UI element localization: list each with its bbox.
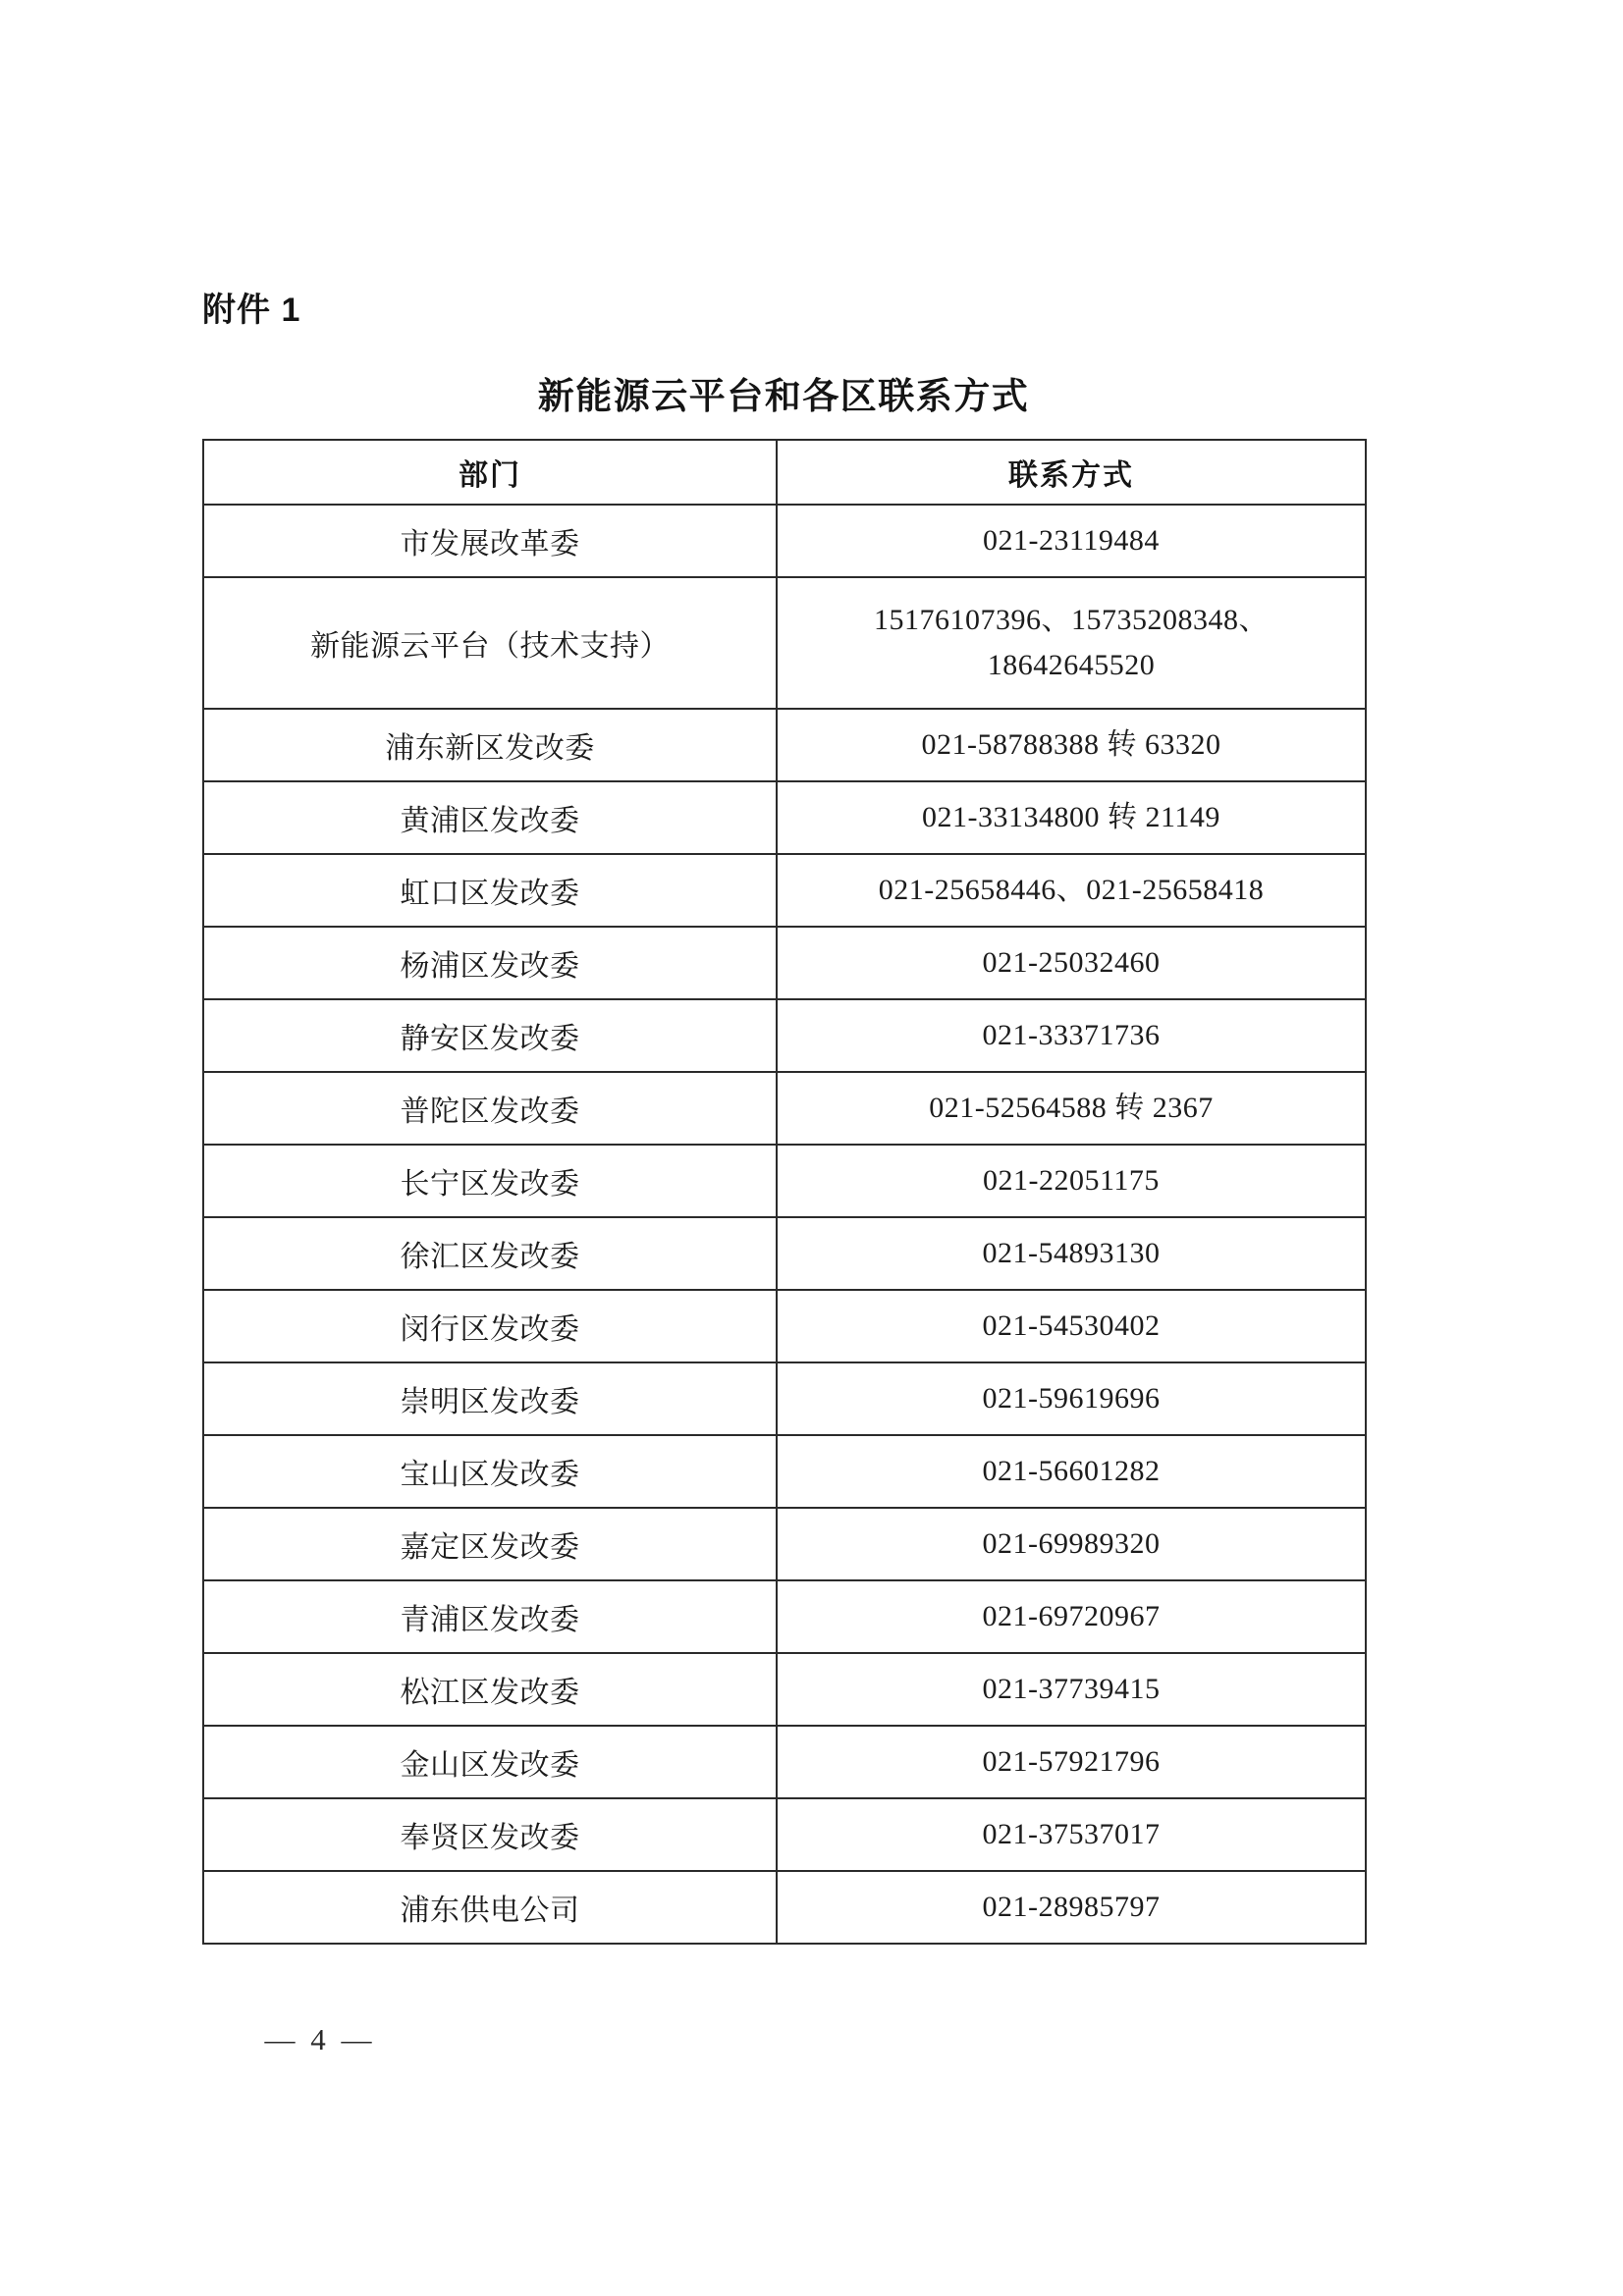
table-row — [203, 1072, 1366, 1145]
contact-line: 021-25032460 — [982, 945, 1161, 979]
table-row — [203, 1435, 1366, 1508]
table-row — [203, 1580, 1366, 1653]
cell-contact — [777, 1145, 1366, 1217]
contact-line: 021-37537017 — [982, 1817, 1161, 1850]
cell-contact — [777, 1508, 1366, 1580]
contact-line: 15176107396、15735208348、 — [874, 603, 1269, 636]
contact-table — [202, 439, 1367, 1945]
cell-contact — [777, 1653, 1366, 1726]
cell-department: 奉贤区发改委 — [203, 1798, 777, 1871]
table-row — [203, 577, 1366, 709]
column-header-department: 部门 — [203, 440, 777, 505]
cell-contact — [777, 1217, 1366, 1290]
table-row — [203, 1871, 1366, 1944]
table-row — [203, 999, 1366, 1072]
contact-line: 021-28985797 — [982, 1890, 1161, 1923]
contact-line: 021-69989320 — [982, 1526, 1161, 1560]
cell-contact — [777, 577, 1366, 709]
cell-contact — [777, 781, 1366, 854]
cell-contact — [777, 1798, 1366, 1871]
cell-department: 青浦区发改委 — [203, 1580, 777, 1653]
contact-line: 021-25658446、021-25658418 — [878, 873, 1265, 906]
table-row — [203, 505, 1366, 577]
cell-department: 徐汇区发改委 — [203, 1217, 777, 1290]
contact-line: 021-58788388 转 63320 — [921, 727, 1221, 761]
cell-department: 浦东新区发改委 — [203, 709, 777, 781]
cell-department: 黄浦区发改委 — [203, 781, 777, 854]
table-row — [203, 1798, 1366, 1871]
cell-department: 长宁区发改委 — [203, 1145, 777, 1217]
cell-department: 金山区发改委 — [203, 1726, 777, 1798]
cell-contact — [777, 999, 1366, 1072]
cell-contact — [777, 1580, 1366, 1653]
contact-line: 021-33371736 — [982, 1018, 1161, 1051]
cell-department: 虹口区发改委 — [203, 854, 777, 927]
cell-contact — [777, 505, 1366, 577]
contact-line: 021-69720967 — [982, 1599, 1161, 1632]
cell-department: 新能源云平台（技术支持） — [203, 577, 777, 709]
contact-line: 021-57921796 — [982, 1744, 1161, 1778]
table-header-row — [203, 440, 1366, 505]
contact-line: 021-23119484 — [983, 523, 1160, 557]
page-number-footer: — 4 — — [264, 2022, 376, 2056]
table-header — [203, 440, 1366, 505]
cell-contact — [777, 1871, 1366, 1944]
cell-contact — [777, 1435, 1366, 1508]
table-body — [203, 505, 1366, 1944]
cell-contact — [777, 1726, 1366, 1798]
attachment-label: 附件 1 — [202, 292, 301, 329]
cell-department: 嘉定区发改委 — [203, 1508, 777, 1580]
contact-line: 021-59619696 — [982, 1381, 1161, 1415]
contact-line: 021-33134800 转 21149 — [922, 800, 1220, 833]
table-row — [203, 1362, 1366, 1435]
cell-department: 市发展改革委 — [203, 505, 777, 577]
cell-department: 静安区发改委 — [203, 999, 777, 1072]
cell-contact — [777, 1072, 1366, 1145]
cell-department: 松江区发改委 — [203, 1653, 777, 1726]
contact-line: 021-54530402 — [982, 1308, 1161, 1342]
table-row — [203, 927, 1366, 999]
cell-department: 杨浦区发改委 — [203, 927, 777, 999]
contact-line: 021-22051175 — [983, 1163, 1160, 1197]
contact-line: 021-52564588 转 2367 — [929, 1091, 1214, 1124]
cell-department: 浦东供电公司 — [203, 1871, 777, 1944]
cell-contact — [777, 709, 1366, 781]
cell-department: 宝山区发改委 — [203, 1435, 777, 1508]
table-row — [203, 1290, 1366, 1362]
page-title: 新能源云平台和各区联系方式 — [537, 376, 1030, 416]
table-row — [203, 1653, 1366, 1726]
cell-department: 普陀区发改委 — [203, 1072, 777, 1145]
cell-department: 崇明区发改委 — [203, 1362, 777, 1435]
table-row — [203, 1508, 1366, 1580]
table-row — [203, 709, 1366, 781]
contact-line: 021-37739415 — [982, 1672, 1161, 1705]
table-row — [203, 1726, 1366, 1798]
column-header-contact: 联系方式 — [777, 440, 1366, 505]
table-row — [203, 1145, 1366, 1217]
contact-line: 021-54893130 — [982, 1236, 1161, 1269]
cell-department: 闵行区发改委 — [203, 1290, 777, 1362]
table-row — [203, 854, 1366, 927]
cell-contact — [777, 854, 1366, 927]
cell-contact — [777, 1290, 1366, 1362]
cell-contact — [777, 927, 1366, 999]
contact-line: 18642645520 — [987, 649, 1156, 681]
cell-contact — [777, 1362, 1366, 1435]
contact-line: 021-56601282 — [982, 1454, 1161, 1487]
table-row — [203, 781, 1366, 854]
table-row — [203, 1217, 1366, 1290]
